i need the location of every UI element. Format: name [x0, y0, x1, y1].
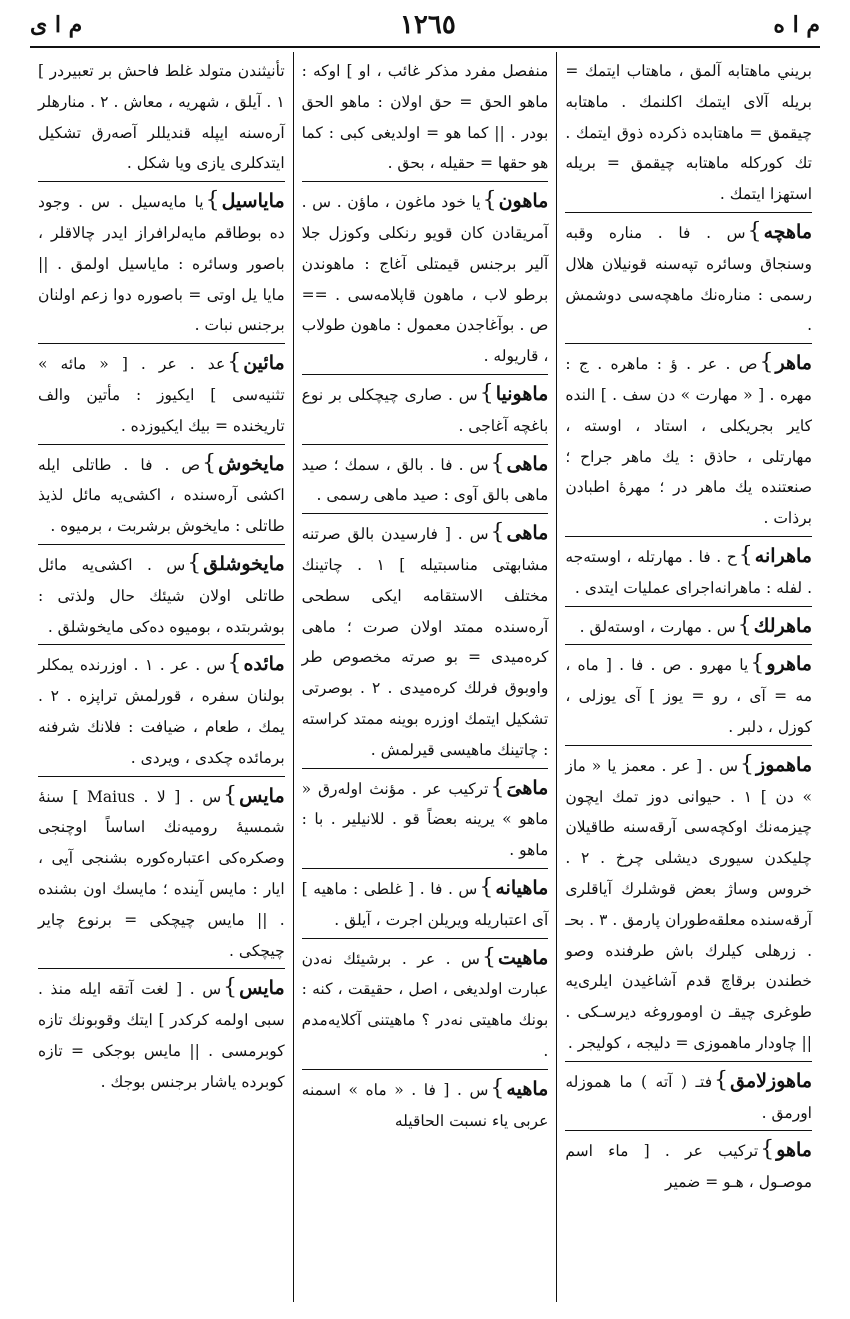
entry-definition: بريني ماهتابه آلمق ، ماهتاب ايتمك = بريله آلاى ايتمك اكلنمك . ماهتابه چيقمق = ماهتابده ذكرده ذوق ايتمك . تك كوركله ماهتابه چيقمق = بريله استهزا ايتمك . — [565, 62, 812, 204]
entry-brace: } — [223, 782, 238, 808]
entry-brace: } — [737, 612, 752, 638]
entry-headword: ماهو — [776, 1139, 812, 1162]
entry-headword: ماهى — [506, 452, 549, 475]
page-header — [30, 8, 820, 42]
entry-definition: يا مهرو . ص . فا . [ ماه ، مه = آى ، رو = يوز ] آى يوزلى ، كوزل ، دلبر . — [565, 656, 812, 736]
entry-separator — [302, 181, 549, 182]
entry-separator — [302, 374, 549, 375]
dictionary-entry — [565, 56, 812, 210]
column-right — [557, 52, 820, 1302]
entry-headword: ماهونيا — [495, 382, 549, 405]
entry-definition: تأنيثندن متولد غلط فاحش بر تعبيردر ] ١ . آيلق ، شهريه ، معاش . ٢ . منارهلر آره‌سنه ايپله قنديللر آصه‌رق تشكيل ايتدكلرى يازى ويا شكل . — [37, 62, 285, 173]
entry-separator — [302, 768, 549, 769]
dictionary-entry — [302, 56, 549, 179]
entry-definition: عد . عر . [ « مائه » تثنيه‌سى ] ايكيوز : مأتين والف تاريخنده = بيك ايكيوزده . — [37, 355, 285, 435]
dictionary-entry — [38, 449, 285, 542]
entry-headword: مايس — [239, 977, 285, 1000]
dictionary-entry — [302, 186, 549, 372]
entry-definition: يا مايه‌سيل . س . وجود ده بوطاقم مايه‌لرافراز ايدر چالاقلر ، باصور وسائره : ماياسيل اولمق . || مايا يل اوتى = باصوره دوا زعم اولنان برجنس نبات . — [37, 193, 285, 335]
entry-brace: } — [223, 975, 238, 1001]
entry-separator — [565, 1061, 812, 1062]
page-number: ١٢٦٥ — [399, 10, 456, 40]
entry-separator — [302, 868, 549, 869]
entry-definition: س . [ لغت آتقه ايله منذ . سبى اولمه كركدر ] ايتك وقوبونك تازه كوبرمسى . || مايس بوجكى = تازه كوبرده ياشار برجنس بوجك . — [37, 980, 285, 1091]
dictionary-entry — [302, 1074, 549, 1137]
entry-separator — [565, 606, 812, 607]
entry-headword: ماياسيل — [221, 190, 285, 213]
dictionary-entry — [565, 649, 812, 742]
dictionary-entry — [565, 217, 812, 341]
entry-brace: } — [490, 1075, 505, 1101]
entry-brace: } — [479, 380, 494, 406]
entry-brace: } — [205, 188, 220, 214]
entry-definition: ص . عر . ؤ : ماهره . ج : مهره . [ « مهارت » دن سف . ] النده كاير بجريكلى ، استاد ، اوسته ، مهارتلى ، حاذق : يك ماهر جراح ؛ صنعتنده يك ماهر در ؛ مهرهٔ اطبادن برذات . — [565, 355, 812, 528]
entry-brace: } — [482, 188, 497, 214]
entry-definition: تركيب عر . مؤنث اوله‌رق « ماهو » يرينه بعضاً قو . للانيلير . با : ماهو . — [301, 779, 549, 860]
entry-brace: } — [750, 651, 765, 677]
dictionary-entry — [38, 973, 285, 1097]
entry-separator — [302, 938, 549, 939]
entry-headword: مائين — [243, 352, 285, 375]
entry-separator — [302, 444, 549, 445]
entry-separator — [302, 513, 549, 514]
entry-definition: س . فا . [ غلطى : ماهيه ] آى اعتباريله ويريلن اجرت ، آيلق . — [301, 879, 549, 929]
dictionary-entry — [38, 649, 285, 773]
entry-brace: } — [490, 774, 505, 800]
entry-brace: } — [759, 350, 774, 376]
entry-headword: مايخوش — [218, 452, 285, 475]
entry-headword: مايخوشلق — [203, 552, 285, 575]
entry-brace: } — [187, 550, 202, 576]
entry-brace: } — [227, 350, 242, 376]
left-guide-word: م ا ى — [30, 12, 83, 38]
entry-brace: } — [738, 542, 753, 568]
entry-separator — [565, 212, 812, 213]
dictionary-entry — [302, 379, 549, 442]
entry-definition: ح . فا . مهارتله ، اوسته‌جه . لفله : ماهرانه‌اجراى عمليات ايتدى . — [565, 547, 812, 597]
entry-definition: س . عر . ١ . اوزرنده يمكلر بولنان سفره ، قورلمش تراپزه . ٢ . يمك ، طعام ، ضيافت : فلانك شرفنه برمائده چكدى ، ويردى . — [37, 656, 285, 767]
dictionary-entry — [38, 186, 285, 341]
entry-separator — [38, 644, 285, 645]
entry-brace: } — [490, 520, 505, 546]
entry-separator — [565, 536, 812, 537]
dictionary-entry — [302, 943, 549, 1067]
dictionary-entry — [565, 611, 812, 643]
entry-headword: ماهرلك — [753, 614, 812, 637]
entry-separator — [38, 776, 285, 777]
entry-brace: } — [227, 651, 242, 677]
entry-separator — [38, 444, 285, 445]
entry-definition: س . [ فا . « ماه » اسمنه عربى ياء نسبت الحاقيله — [301, 1080, 549, 1130]
entry-separator — [565, 644, 812, 645]
entry-definition: ص . فا . طاتلى ايله اكشى آره‌سنده ، اكشى‌يه مائل لذيذ طاتلى : مايخوش برشربت ، برميوه . — [37, 455, 285, 536]
entry-separator — [38, 181, 285, 182]
entry-headword: ماهرو — [766, 653, 812, 676]
entry-separator — [38, 343, 285, 344]
entry-definition: س . صارى چيچكلى بر نوع باغچه آغاجى . — [301, 385, 549, 435]
entry-brace: } — [481, 944, 496, 970]
dictionary-entry — [565, 1135, 812, 1198]
entry-headword: ماهچه — [763, 220, 812, 243]
dictionary-entry — [38, 549, 285, 642]
entry-headword: ماهى — [506, 522, 549, 545]
entry-definition: س . [ عر . معمز يا « ماز » دن ] ١ . حيوانى دوز تمك ايچون چيزمه‌نك اوكچه‌سى آرقه‌سنه طاقيلان چليكدن سيورى ديشلى چرخ . ٢ . خروس وساژ بعض قوشلرك آياقلرى آرقه‌سنده معلقه‌طوران پارمق . ٣ . بحـ . زرهلى كيلرك باش طرفنده وصو خطندن برقاچ قدم آشاغيدن ايلرى‌يه طوغرى چيقـ ن اوموروغه ديرسـكى . || چاودار ماهموزى = دليجه ، كوليجر . — [565, 756, 812, 1052]
entry-definition: فتـ ( آته ) ما هموزله اورمق . — [565, 1072, 812, 1122]
entry-headword: ماهرانه — [754, 544, 812, 567]
entry-separator — [565, 343, 812, 344]
entry-separator — [38, 968, 285, 969]
entry-brace: } — [760, 1137, 775, 1163]
entry-brace: } — [740, 751, 755, 777]
dictionary-entry — [38, 348, 285, 441]
right-guide-word: م ا ه — [773, 12, 820, 38]
header-rule — [30, 46, 820, 48]
entry-brace: } — [490, 450, 505, 476]
entry-headword: ماهون — [498, 190, 549, 213]
dictionary-entry — [302, 449, 549, 512]
entry-separator — [565, 1130, 812, 1131]
entry-separator — [38, 544, 285, 545]
entry-definition: س . [ فارسيدن بالق صرتنه مشابهتى مناسبتيله ] ١ . چاتينك مختلف الاستقامه ايكى سطحى آره‌سنده ممتد اولان صرت ؛ ماهى كره‌ميدى = بو صرته مخصوص طر واوبوق فرلك كره‌ميدى . ٢ . بوصرتى تشكيل ايتمك اوزره بوينه ممتد كراسته : چاتينك ماهيسى قيرلمش . — [301, 525, 549, 759]
entry-headword: مايس — [239, 784, 285, 807]
entry-headword: ماهموز — [756, 753, 812, 776]
entry-brace: } — [479, 874, 494, 900]
entry-definition: س . عر . برشيئك نه‌دن عبارت اولديغى ، اصل ، حقيقت ، كنه : بونك ماهيتى نه‌در ؟ ماهيتنى آكلايه‌مدم . — [301, 949, 549, 1060]
entry-headword: ماهىَ — [506, 776, 549, 799]
entry-headword: ماهيانه — [495, 876, 549, 899]
entry-separator — [565, 745, 812, 746]
dictionary-entry — [565, 348, 812, 534]
entry-separator — [302, 1069, 549, 1070]
column-middle — [294, 52, 557, 1302]
dictionary-entry — [565, 750, 812, 1059]
entry-headword: مائده — [243, 653, 285, 676]
entry-brace: } — [714, 1067, 729, 1093]
entry-definition: س . [ لا . Maius ] سنهٔ شمسيهٔ روميه‌نك اساساً اوچنجى وصكره‌كى اعتباره‌كوره بشنجى آيى ، ايار : مايس آينده ؛ مايسك اون بشنده . || مايس چيچكى = برنوع چاير چيچكى . — [37, 787, 285, 960]
column-left — [30, 52, 293, 1302]
dictionary-entry — [565, 541, 812, 604]
entry-definition: س . فا . مناره وقبه وسنجاق وسائره تپه‌سنه قونيلان هلال رسمى : مناره‌نك ماهچه‌سى دوشمش . — [565, 223, 812, 335]
entry-brace: } — [747, 218, 762, 244]
entry-definition: س . مهارت ، اوسته‌لق . — [579, 617, 736, 636]
dictionary-entry — [565, 1066, 812, 1129]
entry-definition: منفصل مفرد مذكر غائب ، او ] اوكه : ماهو الحق = حق اولان : ماهو الحق بودر . || كما هو = اولديغى كبى : كما هو حقها = حقيله ، بحق . — [301, 62, 549, 173]
dictionary-entry — [302, 518, 549, 765]
dictionary-entry — [302, 873, 549, 936]
entry-headword: ماهيه — [506, 1077, 549, 1100]
entry-brace: } — [202, 450, 217, 476]
dictionary-entry — [302, 773, 549, 866]
dictionary-entry — [38, 56, 285, 179]
entry-headword: ماهر — [775, 352, 812, 375]
entry-definition: س . فا . بالق ، سمك ؛ صيد ماهى بالق آوى : صيد ماهى رسمى . — [301, 455, 549, 505]
entry-definition: يا خود ماغون ، ماؤن . س . آمريقادن كان قويو رنكلى وكوزل جلا آلير برجنس قيمتلى آغاج : ماهوندن برطو لاب ، ماهون قاپلامه‌سى . == ص . بوآغاجدن معمول : ماهون طولاب ، قاريوله . — [301, 193, 549, 366]
dictionary-entry — [38, 781, 285, 967]
entry-headword: ماهيت — [497, 946, 549, 969]
entry-definition: س . اكشى‌يه مائل طاتلى اولان شيئك حال ولذتى : بوشربتده ، بوميوه ده‌كى مايخوشلق . — [37, 555, 285, 636]
entry-headword: ماهوزلامق — [730, 1069, 812, 1092]
entry-definition: تركيب عر . [ ماء اسم موصـول ، هـو = ضمير — [565, 1142, 812, 1192]
columns — [30, 52, 820, 1302]
